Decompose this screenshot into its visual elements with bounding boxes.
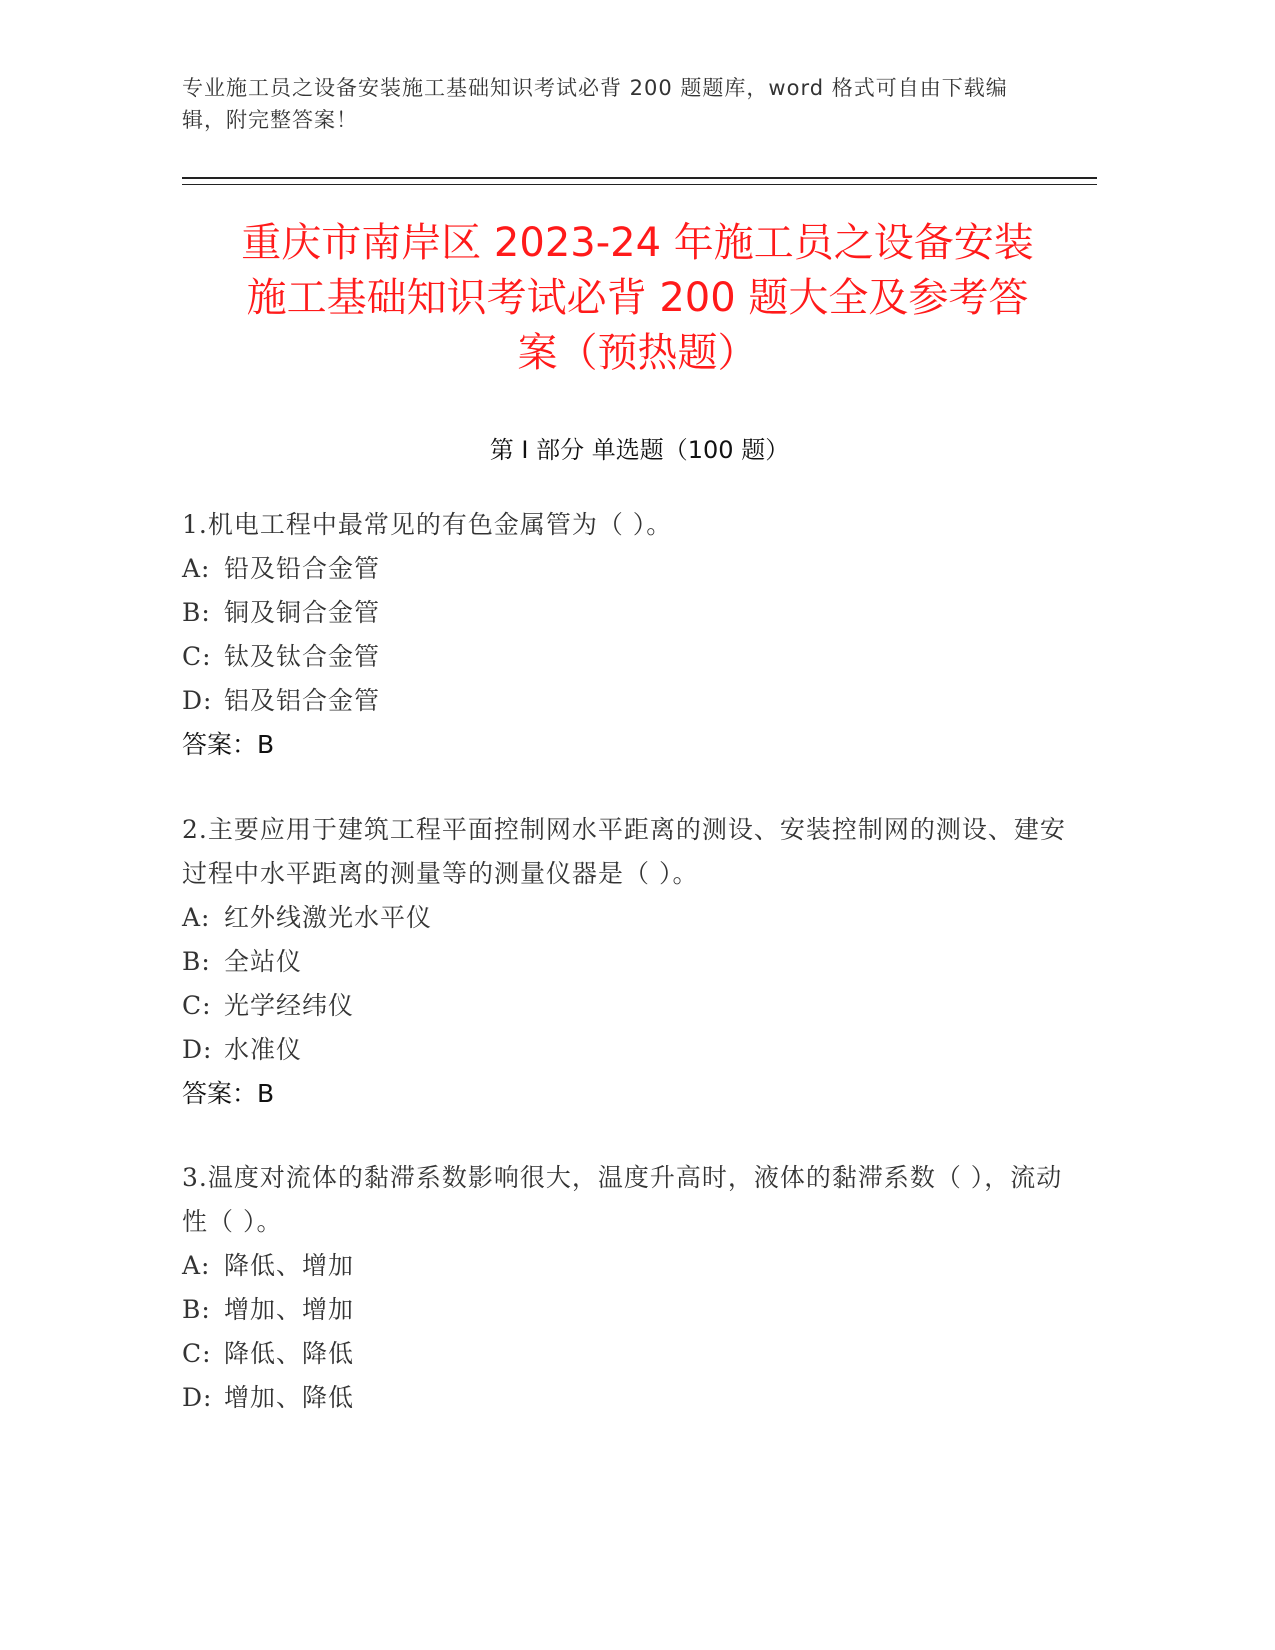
document-title [150, 216, 1125, 381]
question-stem: 3.温度对流体的黏滞系数影响很大，温度升高时，液体的黏滞系数（ ），流动性（ ）。 [182, 1163, 1063, 1236]
option-text: 全站仪 [224, 947, 303, 976]
question-2 [182, 808, 1072, 1116]
option-text: 红外线激光水平仪 [224, 903, 433, 932]
option-c [182, 984, 1072, 1028]
option-a [182, 1244, 1072, 1288]
option-d [182, 1376, 1072, 1420]
header-rule-thick [182, 177, 1097, 179]
header-rule-thin [182, 184, 1097, 185]
option-text: 降低、降低 [224, 1339, 355, 1368]
option-text: 降低、增加 [224, 1251, 355, 1280]
option-text: 光学经纬仪 [224, 991, 355, 1020]
title-line-1: 重庆市南岸区 2023-24 年施工员之设备安装 [241, 220, 1034, 266]
option-d [182, 1028, 1072, 1072]
option-letter: C: [182, 642, 212, 671]
option-letter: A: [182, 903, 211, 932]
answer: 答案：B [182, 1079, 275, 1108]
option-letter: B: [182, 1295, 211, 1324]
option-text: 增加、降低 [224, 1383, 355, 1412]
option-text: 铜及铜合金管 [224, 598, 381, 627]
option-letter: A: [182, 554, 211, 583]
option-letter: D: [182, 686, 213, 715]
title-line-3: 案（预热题） [517, 330, 758, 376]
option-text: 钛及钛合金管 [224, 642, 381, 671]
question-stem: 2.主要应用于建筑工程平面控制网水平距离的测设、安装控制网的测设、建安过程中水平距离的测量等的测量仪器是（ ）。 [182, 815, 1066, 888]
title-line-2: 施工基础知识考试必背 200 题大全及参考答 [246, 275, 1029, 321]
option-letter: A: [182, 1251, 211, 1280]
option-letter: C: [182, 991, 212, 1020]
option-a [182, 896, 1072, 940]
option-a [182, 547, 1072, 591]
option-text: 增加、增加 [224, 1295, 355, 1324]
option-letter: B: [182, 598, 211, 627]
answer: 答案：B [182, 730, 275, 759]
option-letter: D: [182, 1383, 213, 1412]
question-1 [182, 503, 1072, 767]
option-text: 水准仪 [224, 1035, 303, 1064]
option-letter: C: [182, 1339, 212, 1368]
option-b [182, 1288, 1072, 1332]
option-letter: B: [182, 947, 211, 976]
option-c [182, 1332, 1072, 1376]
header-note: 专业施工员之设备安装施工基础知识考试必背 200 题题库，word 格式可自由下载编辑，附完整答案！ [182, 76, 1008, 132]
section-heading: 第 I 部分 单选题（100 题） [489, 436, 790, 464]
option-d [182, 679, 1072, 723]
option-b [182, 940, 1072, 984]
question-stem: 1.机电工程中最常见的有色金属管为（ ）。 [182, 510, 673, 539]
option-c [182, 635, 1072, 679]
option-b [182, 591, 1072, 635]
question-3 [182, 1156, 1072, 1420]
option-text: 铝及铝合金管 [224, 686, 381, 715]
option-text: 铅及铅合金管 [224, 554, 381, 583]
option-letter: D: [182, 1035, 213, 1064]
